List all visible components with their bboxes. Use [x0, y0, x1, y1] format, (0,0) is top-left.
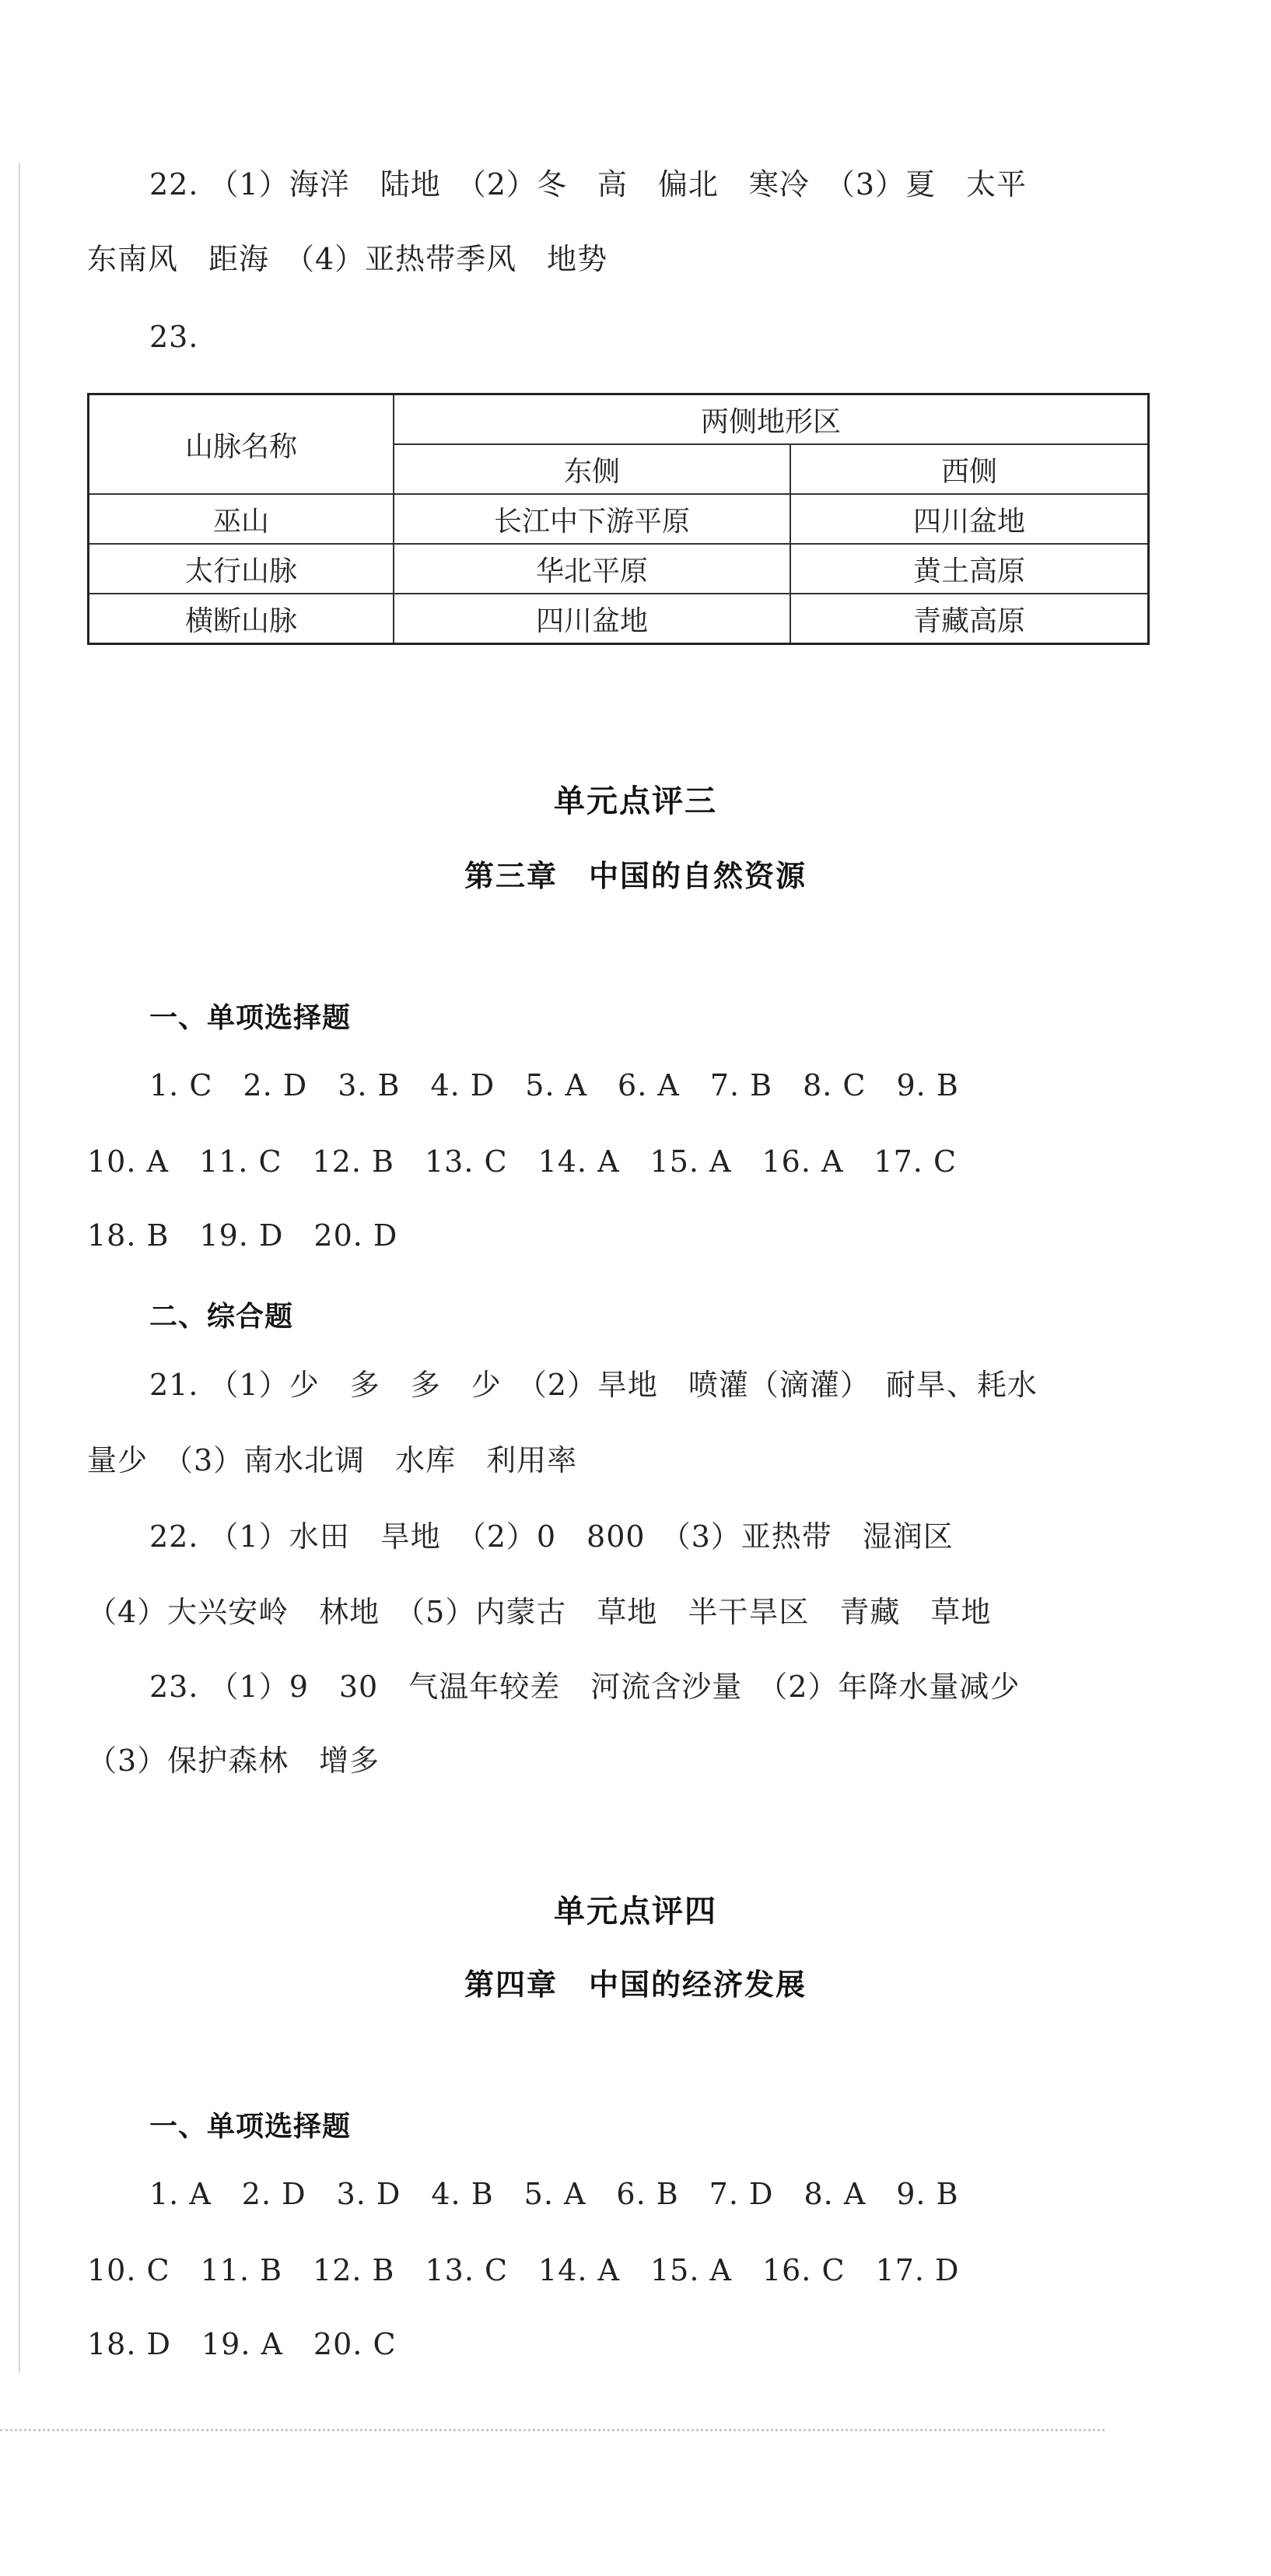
unit4-mc-line3: 18. D 19. A 20. C — [87, 2327, 397, 2361]
table-header-east: 东侧 — [394, 444, 790, 494]
table-header-west: 西侧 — [790, 444, 1149, 494]
unit3-q23-line2: （3）保护森林 增多 — [87, 1744, 380, 1778]
footer-dotted-divider — [0, 2429, 1105, 2431]
unit4-section-choice: 一、单项选择题 — [149, 2111, 352, 2143]
table-cell-west: 四川盆地 — [790, 494, 1149, 544]
table-header-terrain-group: 两侧地形区 — [394, 394, 1149, 445]
table-row — [89, 494, 1149, 544]
unit3-section-comprehensive: 二、综合题 — [149, 1301, 294, 1333]
unit3-section-choice: 一、单项选择题 — [149, 1002, 352, 1034]
unit3-mc-line3: 18. B 19. D 20. D — [87, 1218, 398, 1253]
table-cell-west: 青藏高原 — [790, 594, 1149, 644]
unit3-title: 单元点评三 — [554, 783, 717, 819]
table-cell-east: 长江中下游平原 — [394, 494, 790, 544]
unit3-q22-line2: （4）大兴安岭 林地 （5）内蒙古 草地 半干旱区 青藏 草地 — [87, 1595, 992, 1629]
unit3-q22-line1: 22. （1）水田 旱地 （2）0 800 （3）亚热带 湿润区 — [149, 1519, 954, 1554]
unit3-q23-line1: 23. （1）9 30 气温年较差 河流含沙量 （2）年降水量减少 — [149, 1670, 1021, 1704]
table-row — [89, 544, 1149, 594]
table-cell-west: 黄土高原 — [790, 544, 1149, 594]
unit3-q21-line2: 量少 （3）南水北调 水库 利用率 — [87, 1443, 578, 1477]
q22-answer-line1: 22. （1）海洋 陆地 （2）冬 高 偏北 寒冷 （3）夏 太平 — [149, 167, 1028, 202]
unit4-mc-line2: 10. C 11. B 12. B 13. C 14. A 15. A 16. C 17. D — [87, 2253, 960, 2287]
unit3-mc-line2: 10. A 11. C 12. B 13. C 14. A 15. A 16. A 17. C — [87, 1144, 958, 1179]
table-cell-east: 四川盆地 — [394, 594, 790, 644]
table-cell-name: 太行山脉 — [89, 544, 394, 594]
unit4-mc-line1: 1. A 2. D 3. D 4. B 5. A 6. B 7. D 8. A 9. B — [149, 2177, 959, 2211]
mountain-terrain-table — [87, 393, 1150, 645]
unit3-chapter-title: 第三章 中国的自然资源 — [464, 859, 807, 893]
unit4-title: 单元点评四 — [554, 1894, 717, 1929]
table-cell-east: 华北平原 — [394, 544, 790, 594]
unit3-mc-line1: 1. C 2. D 3. B 4. D 5. A 6. A 7. B 8. C 9. B — [149, 1068, 959, 1102]
table-cell-name: 横断山脉 — [89, 594, 394, 644]
table-header-mountain-name: 山脉名称 — [89, 394, 394, 495]
unit4-chapter-title: 第四章 中国的经济发展 — [464, 1968, 807, 2002]
q23-label: 23. — [149, 320, 199, 354]
table-cell-name: 巫山 — [89, 494, 394, 544]
q22-answer-line2: 东南风 距海 （4）亚热带季风 地势 — [87, 242, 608, 276]
unit3-q21-line1: 21. （1）少 多 多 少 （2）旱地 喷灌（滴灌） 耐旱、耗水 — [149, 1368, 1038, 1402]
binding-margin-line — [19, 163, 20, 2373]
table-row — [89, 594, 1149, 644]
